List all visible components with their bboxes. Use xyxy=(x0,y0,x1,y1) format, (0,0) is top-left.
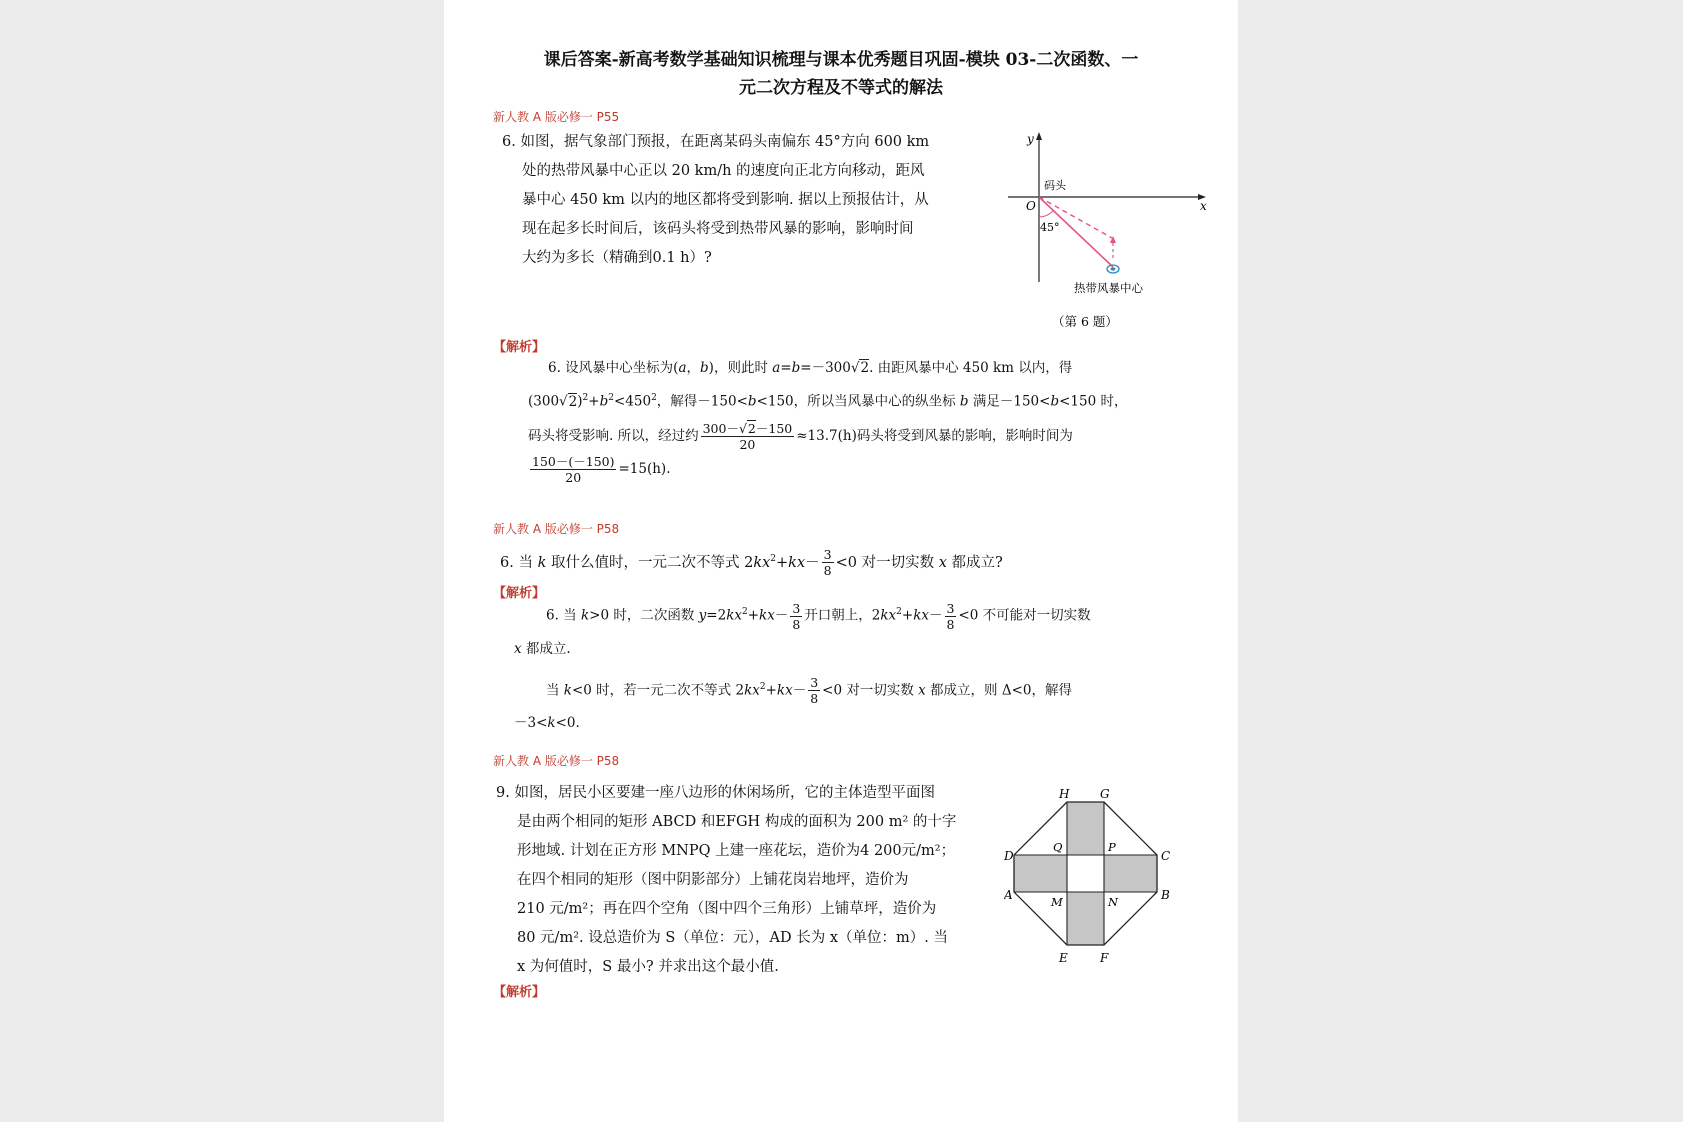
label-D: D xyxy=(1004,849,1014,863)
answer-line: 6. 当 k>0 时，二次函数 $y=2kx^2+kx-$ $\frac{3}{8}$ 开口朝上，$2kx^2+kx-$ $\frac{3}{8}$ <0 不可能对一切实数 xyxy=(546,600,1091,632)
shaded-rect-top xyxy=(1067,802,1104,855)
label-A: A xyxy=(1004,888,1013,902)
question-line: 现在起多长时间后，该码头将受到热带风暴的影响，影响时间 xyxy=(522,221,914,237)
y-axis-arrow xyxy=(1036,132,1042,140)
question-line: 6. 如图，据气象部门预报，在距离某码头南偏东 45°方向 600 km xyxy=(502,134,930,150)
answer-line: 码头将受影响. 所以，经过约 $\frac{300-√2-150}{20}$ ≈13.7(h)码头将受到风暴的影响，影响时间为 xyxy=(528,420,1073,452)
fraction: $\frac{3}{8}$ xyxy=(946,600,955,632)
doc-title-line1: 课后答案-新高考数学基础知识梳理与课本优秀题目巩固-模块 03-二次函数、一 xyxy=(543,50,1139,70)
answer-6-block xyxy=(528,353,1158,485)
question-line: 80 元/m². 设总造价为 S（单位：元），AD 长为 x（单位：m）. 当 xyxy=(517,930,948,946)
question-9-text xyxy=(496,779,996,982)
question-6b-text: 6. 当 k 取什么值时，一元二次不等式 $2kx^2+kx-$ $\frac{3}{8}$ <0 对一切实数 x 都成立? xyxy=(500,547,1003,579)
storm-diagram xyxy=(1000,130,1210,340)
shaded-rect-right xyxy=(1104,855,1157,892)
answer-line: 当 k<0 时，若一元二次不等式 $2kx^2+kx-$ $\frac{3}{8}$ <0 对一切实数 x 都成立，则 Δ<0，解得 xyxy=(546,675,1072,706)
answer-line: $\frac{150-(-150)}{20}$ =15(h). xyxy=(532,453,671,485)
fraction: $\frac{3}{8}$ xyxy=(810,675,819,706)
question-line: x 为何值时，S 最小? 并求出这个最小值. xyxy=(517,959,779,975)
source-label-3: 新人教 A 版必修一 P58 xyxy=(493,754,620,768)
storm-label: 热带风暴中心 xyxy=(1074,281,1143,295)
shaded-rect-left xyxy=(1014,855,1067,892)
label-P: P xyxy=(1108,840,1116,854)
answer-line: x 都成立. xyxy=(514,640,571,657)
x-axis-label: x xyxy=(1200,199,1207,213)
question-line: 暴中心 450 km 以内的地区都将受到影响. 据以上预报估计，从 xyxy=(522,192,929,208)
analysis-tag-1: 【解析】 xyxy=(493,340,546,355)
angle-label: 45° xyxy=(1040,221,1060,234)
label-B: B xyxy=(1161,888,1170,902)
doc-title-line2: 元二次方程及不等式的解法 xyxy=(739,78,943,98)
question-line: 大约为多长（精确到0.1 h）? xyxy=(522,250,712,266)
wharf-label: 码头 xyxy=(1044,179,1066,192)
origin-label: O xyxy=(1026,199,1036,213)
fraction: $\frac{3}{8}$ xyxy=(823,547,832,579)
question-6-text xyxy=(502,128,972,273)
question-line: 210 元/m²；再在四个空角（图中四个三角形）上铺草坪，造价为 xyxy=(517,901,937,917)
source-label-1: 新人教 A 版必修一 P55 xyxy=(493,110,620,124)
fraction: $\frac{3}{8}$ xyxy=(792,600,801,632)
fraction: $\frac{150-(-150)}{20}$ xyxy=(532,453,615,485)
label-F: F xyxy=(1100,951,1109,965)
question-line: 处的热带风暴中心正以 20 km/h 的速度向正北方向移动，距风 xyxy=(522,163,925,179)
octagon-diagram xyxy=(1004,784,1234,970)
angle-arc xyxy=(1039,211,1053,217)
label-E: E xyxy=(1059,951,1068,965)
question-line: 是由两个相同的矩形 ABCD 和EFGH 构成的面积为 200 m² 的十字 xyxy=(517,814,957,830)
shaded-rect-bottom xyxy=(1067,892,1104,945)
question-line: 形地域. 计划在正方形 MNPQ 上建一座花坛，造价为4 200元/m²； xyxy=(517,843,956,859)
label-Q: Q xyxy=(1053,840,1063,854)
answer-line: －3<k<0. xyxy=(514,715,580,731)
analysis-tag-3: 【解析】 xyxy=(493,985,546,1000)
question-line: 在四个相同的矩形（图中阴影部分）上铺花岗岩地坪，造价为 xyxy=(517,872,909,888)
label-M: M xyxy=(1051,895,1063,909)
label-C: C xyxy=(1161,849,1171,863)
label-H: H xyxy=(1059,787,1070,801)
document-page xyxy=(444,0,1238,1122)
question-line: 9. 如图，居民小区要建一座八边形的休闲场所，它的主体造型平面图 xyxy=(496,785,935,801)
y-axis-label: y xyxy=(1027,132,1034,146)
label-G: G xyxy=(1100,787,1110,801)
label-N: N xyxy=(1108,895,1119,909)
fraction: $\frac{300-√2-150}{20}$ xyxy=(702,420,793,452)
analysis-tag-2: 【解析】 xyxy=(493,586,546,601)
answer-line: 6. 设风暴中心坐标为(a，b)，则此时 a=b=－300√2. 由距风暴中心 450 km 以内，得 xyxy=(548,360,1073,376)
answer-line: $(300√2)^2+b^2<450^2$，解得－150<b<150，所以当风暴中心的纵坐标 b 满足－150<b<150 时， xyxy=(528,393,1128,410)
answer-6b-block xyxy=(514,597,1194,738)
figure-caption: （第 6 题） xyxy=(1052,314,1118,329)
source-label-2: 新人教 A 版必修一 P58 xyxy=(493,522,620,536)
storm-center-dot xyxy=(1111,267,1116,270)
